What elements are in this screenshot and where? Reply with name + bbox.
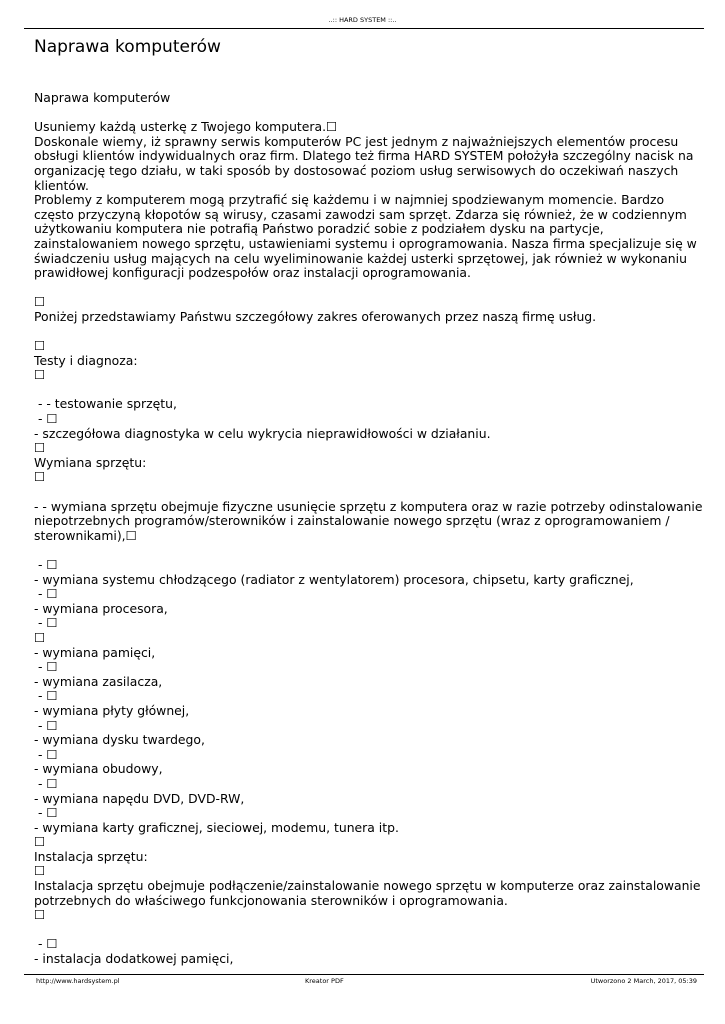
list-item: - wymiana obudowy, — [34, 761, 163, 777]
placeholder-box: ☐ — [34, 469, 46, 485]
list-item: - wymiana pamięci, — [34, 644, 156, 660]
site-header-label: ..:: HARD SYSTEM ::.. — [328, 16, 397, 24]
list-item: - szczegółowa diagnostyka w celu wykrycia nieprawidłowości w działaniu. — [34, 425, 491, 441]
list-item: - wymiana napędu DVD, DVD-RW, — [34, 790, 245, 806]
spacer — [34, 325, 706, 340]
placeholder-box: ☐ — [34, 294, 46, 310]
list-marker: - ☐ — [34, 586, 58, 602]
list-item: - wymiana systemu chłodzącego (radiator z wentylatorem) procesora, chipsetu, karty graficznej, — [34, 571, 634, 587]
list-marker: - ☐ — [34, 936, 58, 952]
list-item: - instalacja dodatkowej pamięci, — [34, 951, 234, 967]
list-marker: - ☐ — [34, 717, 58, 733]
replacement-lead: - - wymiana sprzętu obejmuje fizyczne usunięcie sprzętu z komputera oraz w razie potrzeby odinstalowanie niepotrzebnych programów/sterowników i zainstalowanie nowego sprzętu (wraz z oprogramowaniem / sterownikami),☐ — [34, 498, 703, 543]
spacer — [34, 543, 706, 558]
section-title-tests: Testy i diagnoza: — [34, 352, 138, 368]
placeholder-box: ☐ — [34, 907, 46, 923]
placeholder-box: ☐ — [34, 834, 46, 850]
list-item: - wymiana karty graficznej, sieciowej, modemu, tunera itp. — [34, 819, 399, 835]
intro-paragraph-2: Problemy z komputerem mogą przytrafić się każdemu i w najmniej spodziewanym momencie. Bardzo często przyczyną kłopotów są wirusy, czasami zawodzi sam sprzęt. Zdarza się również, że w codziennym użytkowaniu komputera nie potrafią Państwo poradzić sobie z podziałem dysku na partycje, zainstalowaniem nowego sprzętu, ustawieniami systemu i oprogramowania. Nasza firma specjalizuje się w świadczeniu usług mających na celu wyeliminowanie każdej usterki sprzętowej, jak również w wykonaniu prawidłowej konfiguracji podzespołów oraz instalacji oprogramowania. — [34, 192, 697, 281]
spacer — [34, 923, 706, 938]
article-subtitle: Naprawa komputerów — [34, 90, 171, 105]
list-item: - wymiana zasilacza, — [34, 673, 163, 689]
footer-url: http://www.hardsystem.pl — [36, 977, 120, 985]
spacer — [34, 485, 706, 500]
intro-paragraph-1: Doskonale wiemy, iż sprawny serwis komputerów PC jest jednym z najważniejszych elementów procesu obsługi klientów indywidualnych oraz firm. Dlatego też firma HARD SYSTEM położyła szczególny nacisk na organizację tego działu, w taki sposób by dostosować poziom usług serwisowych do oczekiwań naszych klientów. — [34, 133, 694, 193]
installation-lead: Instalacja sprzętu obejmuje podłączenie/zainstalowanie nowego sprzętu w komputerze oraz zainstalowanie potrzebnych do właściwego funkcjonowania sterowników i oprogramowania. — [34, 878, 701, 908]
spacer — [34, 106, 706, 121]
footer-generator: Kreator PDF — [305, 977, 344, 985]
document-body — [34, 91, 706, 967]
placeholder-box: ☐ — [34, 440, 46, 456]
placeholder-box: ☐ — [34, 367, 46, 383]
services-intro: Poniżej przedstawiamy Państwu szczegółowy zakres oferowanych przez naszą firmę usług. — [34, 308, 597, 324]
list-marker: - ☐ — [34, 557, 58, 572]
section-title-installation: Instalacja sprzętu: — [34, 848, 148, 864]
list-marker: - ☐ — [34, 411, 58, 427]
list-item: - - testowanie sprzętu, — [34, 396, 177, 412]
list-marker: - ☐ — [34, 805, 58, 821]
spacer — [34, 383, 706, 398]
section-title-replacement: Wymiana sprzętu: — [34, 454, 147, 470]
list-marker: - ☐ — [34, 746, 58, 762]
page-title: Naprawa komputerów — [34, 37, 221, 57]
list-item: - wymiana procesora, — [34, 600, 168, 616]
placeholder-box: ☐ — [34, 629, 46, 645]
footer-created-date: Utworzono 2 March, 2017, 05:39 — [590, 977, 697, 985]
placeholder-box: ☐ — [34, 863, 46, 879]
list-item: - wymiana płyty głównej, — [34, 702, 190, 718]
placeholder-box: ☐ — [34, 338, 46, 354]
list-item: - wymiana dysku twardego, — [34, 732, 205, 748]
list-marker: - ☐ — [34, 775, 58, 791]
spacer — [34, 281, 706, 296]
header-divider — [24, 28, 704, 29]
footer-divider — [24, 974, 704, 975]
list-marker: - ☐ — [34, 688, 58, 704]
list-marker: - ☐ — [34, 659, 58, 675]
intro-lead: Usuniemy każdą usterkę z Twojego komputera.☐ — [34, 119, 338, 135]
list-marker: - ☐ — [34, 615, 58, 631]
